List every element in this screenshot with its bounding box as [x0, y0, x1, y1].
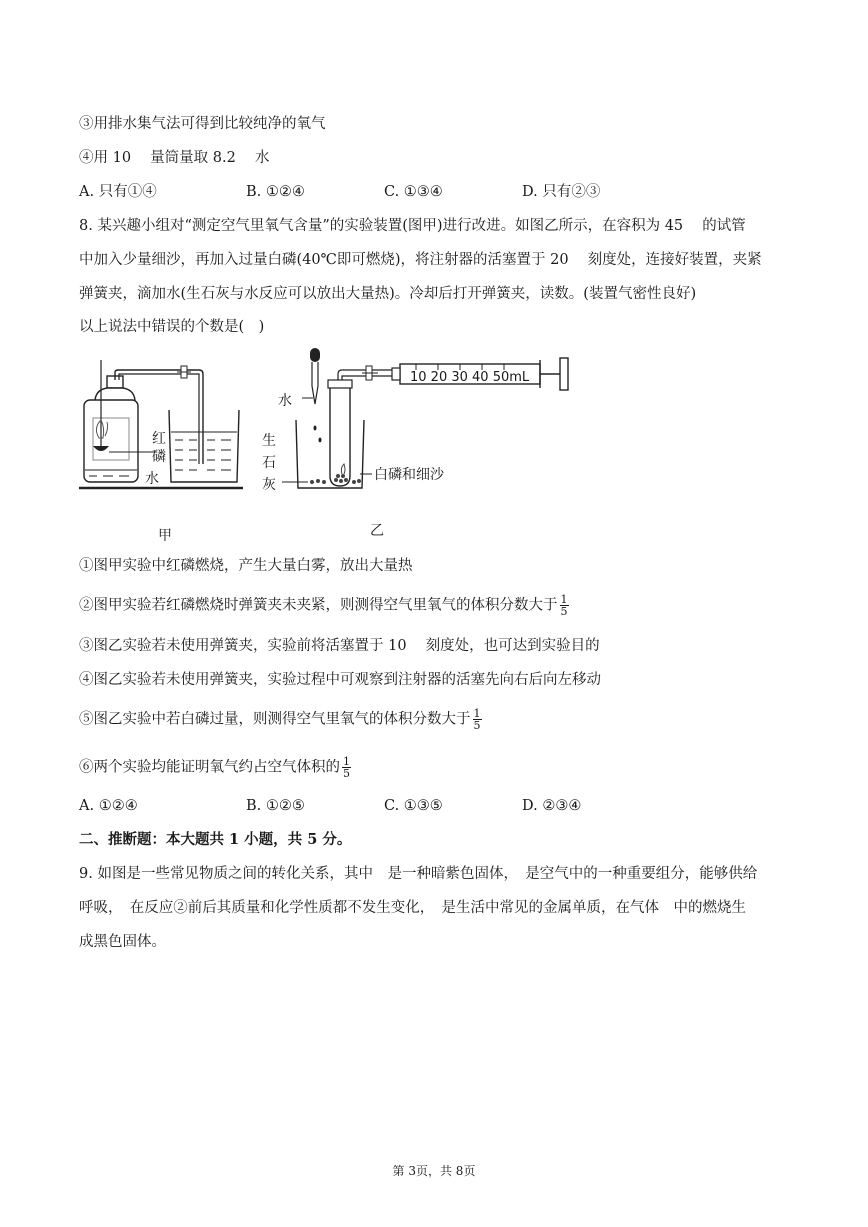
yi-label-sheng: 生: [262, 433, 276, 449]
q8-option-b: B. ①②⑤: [246, 798, 305, 814]
q7-option-b: B. ①②④: [246, 184, 305, 200]
q7-option-d: D. 只有②③: [522, 184, 601, 200]
q7-option-a: A. 只有①④: [79, 184, 157, 200]
q7-option-c: C. ①③④: [384, 184, 443, 200]
page-footer: 第 3页，共 8页: [392, 1164, 476, 1178]
yi-caption: 乙: [370, 523, 384, 539]
fraction-one-fifth: $\frac{1}{5}$: [560, 593, 568, 618]
q8-option-d: D. ②③④: [522, 798, 582, 814]
statement-6: ⑥两个实验均能证明氧气约占空气体积的 $\frac{1}{5}$: [79, 755, 350, 780]
fraction-one-fifth: $\frac{1}{5}$: [473, 707, 481, 732]
jia-caption: 甲: [158, 528, 172, 544]
line-statement-4: ④用 10 量筒量取 8.2 水: [79, 150, 270, 166]
q8-stem-line-1: 8. 某兴趣小组对“测定空气里氧气含量”的实验装置(图甲)进行改进。如图乙所示，在容积为 45 的试管: [79, 218, 746, 234]
statement-1: ①图甲实验中红磷燃烧，产生大量白雾，放出大量热: [79, 558, 413, 574]
statement-2: ②图甲实验若红磷燃烧时弹簧夹未夹紧，则测得空气里氧气的体积分数大于 $\frac{1}{5}$: [79, 593, 568, 618]
statement-3: ③图乙实验若未使用弹簧夹，实验前将活塞置于 10 刻度处，也可达到实验目的: [79, 638, 600, 654]
jia-label-water: 水: [145, 471, 159, 487]
q9-line-3: 成黑色固体。: [79, 934, 166, 950]
yi-label-hui: 灰: [262, 477, 276, 493]
yi-label-shi: 石: [262, 455, 276, 471]
fraction-one-fifth: $\frac{1}{5}$: [343, 755, 350, 780]
q9-line-1: 9. 如图是一些常见物质之间的转化关系，其中 是一种暗紫色固体， 是空气中的一种重要组分，能够供给: [79, 866, 758, 882]
q8-option-a: A. ①②④: [79, 798, 138, 814]
jia-label-hong: 红: [152, 431, 166, 447]
q8-stem-line-3: 弹簧夹，滴加水(生石灰与水反应可以放出大量热)。冷却后打开弹簧夹，读数。(装置气密性良好): [79, 286, 697, 302]
yi-scale-label: 10 20 30 40 50mL: [410, 370, 530, 385]
line-statement-3: ③用排水集气法可得到比较纯净的氧气: [79, 116, 326, 132]
q8-stem-line-2: 中加入少量细沙，再加入过量白磷(40℃即可燃烧)，将注射器的活塞置于 20 刻度处，连接好装置，夹紧: [79, 252, 762, 268]
yi-label-water: 水: [278, 393, 292, 409]
figure-jia: [79, 352, 249, 492]
q8-stem-line-4: 以上说法中错误的个数是( ): [79, 319, 265, 335]
q8-option-c: C. ①③⑤: [384, 798, 443, 814]
jia-label-lin: 磷: [152, 449, 166, 465]
section-heading: 二、推断题：本大题共 1 小题，共 5 分。: [79, 831, 352, 848]
q9-line-2: 呼吸， 在反应②前后其质量和化学性质都不发生变化， 是生活中常见的金属单质，在气体 中的燃烧生: [79, 900, 746, 916]
statement-4: ④图乙实验若未使用弹簧夹，实验过程中可观察到注射器的活塞先向右后向左移动: [79, 672, 601, 688]
yi-label-white-phosphorus: 白磷和细沙: [374, 467, 444, 483]
statement-5: ⑤图乙实验中若白磷过量，则测得空气里氧气的体积分数大于 $\frac{1}{5}$: [79, 707, 481, 732]
